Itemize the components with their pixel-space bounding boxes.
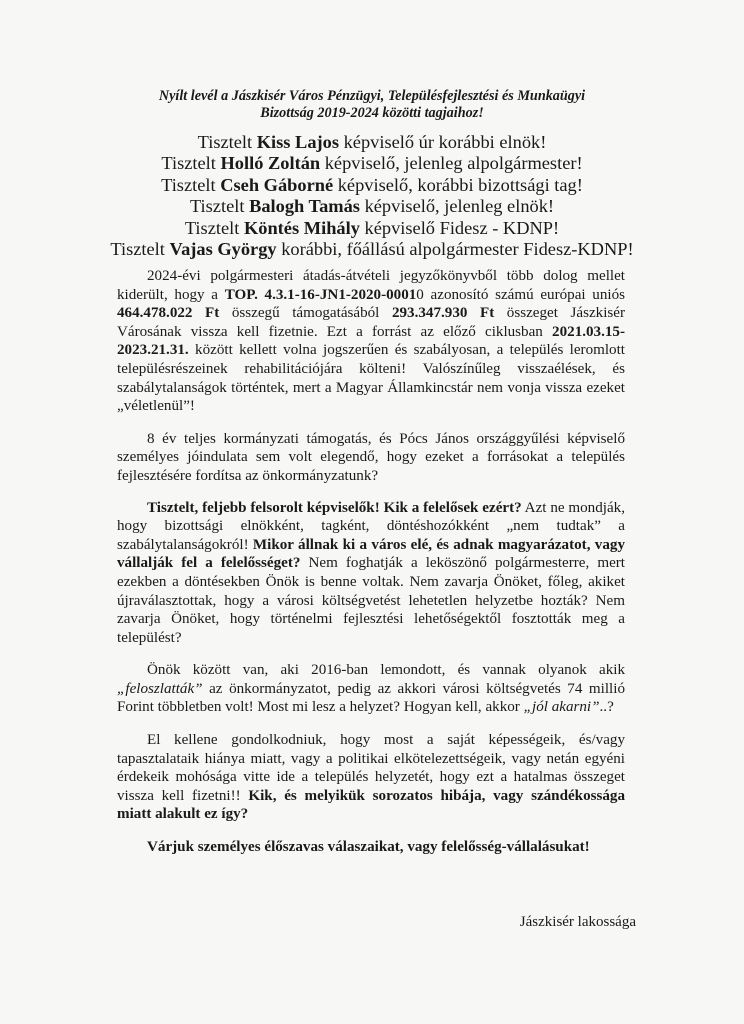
addressee-name: Balogh Tamás [249, 196, 360, 217]
addressee-name: Cseh Gáborné [220, 174, 334, 195]
addressee-name: Köntés Mihály [243, 217, 360, 238]
letter-body [117, 267, 625, 871]
signature: Jászkisér lakossága [519, 914, 636, 930]
addressee-name: Vajas György [169, 239, 277, 260]
paragraph-5: El kellene gondolkodniuk, hogy most a saját képességeik, és/vagy tapasztalataik hiánya miatt, vagy a politikai elkötelezettségeik, vagy netán egyéni érdekeik mohósága vitte ide a település helyzetét, hogy ezt a hatalmas összeget vissza kell fizetni!! Kik, és melyikük sorozatos hibája, vagy szándékossága miatt alakult ez így? [117, 732, 626, 823]
paragraph-1: 2024-évi polgármesteri átadás-átvételi jegyzőkönyvből több dolog mellet kiderült, hogy a TOP. 4.3.1-16-JN1-2020-00010 azonosító számú európai uniós 464.478.022 Ft összegű támogatásából 293.347.930 Ft összeget Jászkisér Városának vissza kell fizetnie. Ezt a forrást az előző ciklusban 2021.03.15-2023.21.31. között kellett volna jogszerűen és szabályosan, a település leromlott településrészeinek rehabilitációjára költeni! Valószínűleg visszaélések, és szabálytalanságok történtek, mert a Magyar Államkincstár nem vonja vissza ezeket „véletlenül”! [117, 268, 625, 415]
letter-header [60, 88, 684, 122]
greeting-line: Tisztelt Vajas György korábbi, főállású alpolgármester Fidesz-KDNP! [110, 239, 634, 260]
greeting-line: Tisztelt Cseh Gáborné képviselő, korábbi bizottsági tag! [161, 174, 583, 195]
greeting-list [40, 132, 704, 260]
paragraph-6: Várjuk személyes élőszavas válaszaikat, vagy felelősség-vállalásukat! [147, 839, 590, 856]
addressee-name: Kiss Lajos [256, 132, 339, 152]
greeting-line: Tisztelt Balogh Tamás képviselő, jelenleg elnök! [189, 196, 555, 217]
header-line-1: Nyílt levél a Jászkisér Város Pénzügyi, Településfejlesztési és Munkaügyi [158, 88, 586, 104]
greeting-line: Tisztelt Holló Zoltán képviselő, jelenleg alpolgármester! [161, 153, 583, 174]
paragraph-4: Önök között van, aki 2016-ban lemondott, és vannak olyanok akik „feloszlatták” az önkormányzatot, pedig az akkori városi költségvetés 74 millió Forint többletben volt! Most mi lesz a helyzet? Hogyan kell, akkor „jól akarni”..? [117, 662, 625, 716]
header-line-2: Bizottság 2019-2024 közötti tagjaihoz! [260, 105, 484, 121]
paragraph-3: Tisztelt, feljebb felsorolt képviselők! Kik a felelősek ezért? Azt ne mondják, hogy bizottsági elnökként, tagként, döntéshozókként „nem tudtak” a szabálytalanságokról! Mikor állnak ki a város elé, és adnak magyarázatot, vagy vállalják fel a felelősséget? Nem foghatják a leköszönő polgármesterre, mert ezekben a döntésekben Önök is benne voltak. Nem zavarja Önöket, főleg, akiket újraválasztottak, hogy a városi költségvetést lehetetlen helyzetbe hozták? Nem zavarja Önöket, hogy történelmi fejlesztési lehetőségektől fosztották meg a települést? [117, 499, 625, 646]
greeting-line: Tisztelt Kiss Lajos képviselő úr korábbi elnök! [197, 132, 547, 152]
paragraph-2: 8 év teljes kormányzati támogatás, és Pócs János országgyűlési képviselő személyes jóindulata sem volt elegendő, hogy ezeket a forrásokat a település fejlesztésére fordítsa az önkormányzatunk? [117, 430, 625, 484]
addressee-name: Holló Zoltán [220, 153, 321, 174]
greeting-line: Tisztelt Köntés Mihály képviselő Fidesz - KDNP! [184, 217, 560, 238]
